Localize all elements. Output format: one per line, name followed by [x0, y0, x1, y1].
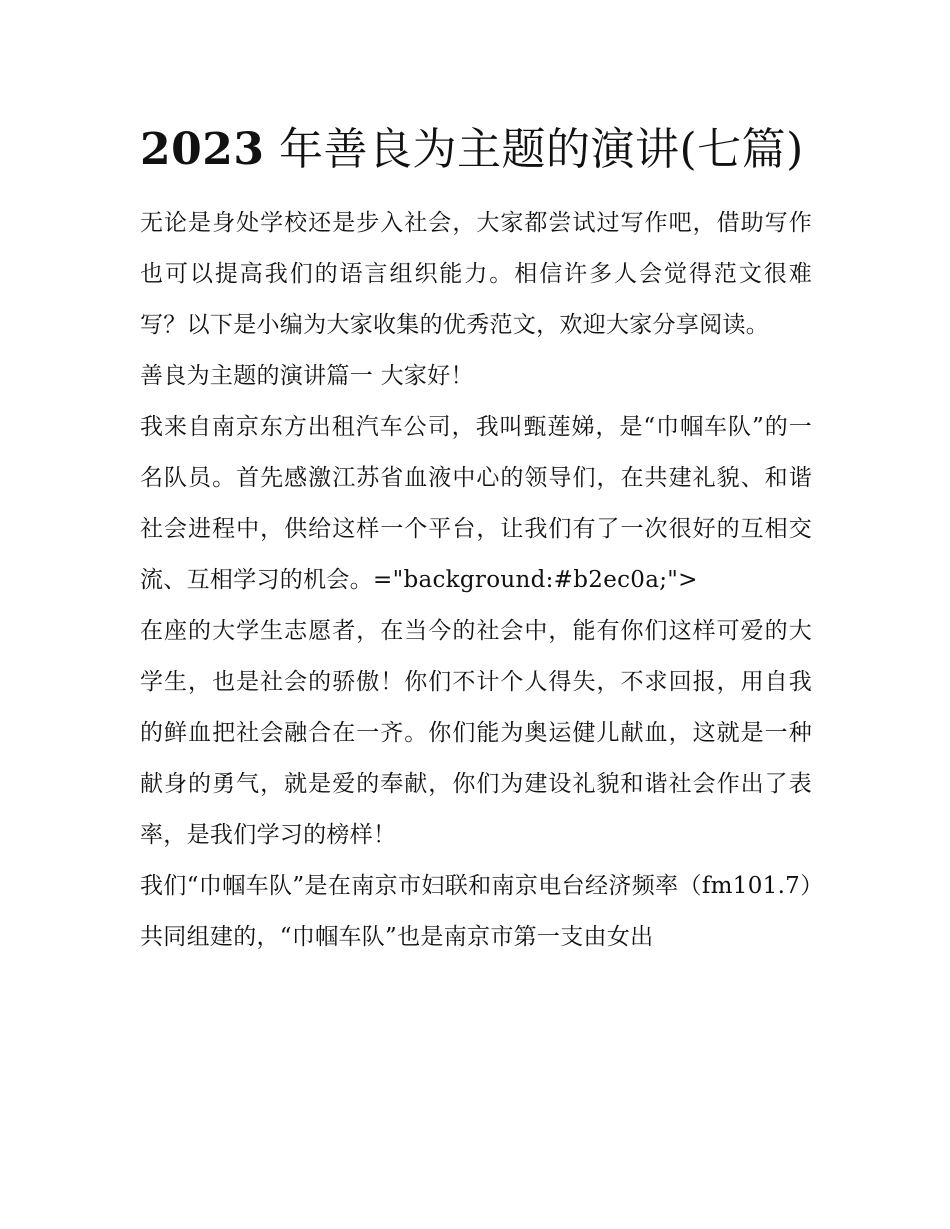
body-paragraph: 我来自南京东方出租汽车公司，我叫甄莲娣，是“巾帼车队”的一名队员。首先感激江苏省血液中心的领导们，在共建礼貌、和谐社会进程中，供给这样一个平台，让我们有了一次很好的互相交流、互相学习的机会。="background:#b2ec0a;"> — [140, 414, 812, 593]
title-year: 2023 — [140, 124, 265, 175]
intro-paragraph: 无论是身处学校还是步入社会，大家都尝试过写作吧，借助写作也可以提高我们的语言组织能力。相信许多人会觉得范文很难写？以下是小编为大家收集的优秀范文，欢迎大家分享阅读。 — [140, 210, 812, 338]
section-heading-paragraph: 善良为主题的演讲篇一 大家好！ — [140, 363, 474, 389]
body-paragraph: 我们“巾帼车队”是在南京市妇联和南京电台经济频率（fm101.7）共同组建的，“巾帼车队”也是南京市第一支由女出 — [140, 873, 812, 950]
title-text: 年善良为主题的演讲(七篇) — [278, 124, 804, 175]
body-paragraph: 在座的大学生志愿者，在当今的社会中，能有你们这样可爱的大学生，也是社会的骄傲！你们不计个人得失，不求回报，用自我的鲜血把社会融合在一齐。你们能为奥运健儿献血，这就是一种献身的勇气，就是爱的奉献，你们为建设礼貌和谐社会作出了表率，是我们学习的榜样！ — [140, 618, 812, 848]
document-title — [140, 112, 812, 188]
document-content — [140, 112, 812, 963]
